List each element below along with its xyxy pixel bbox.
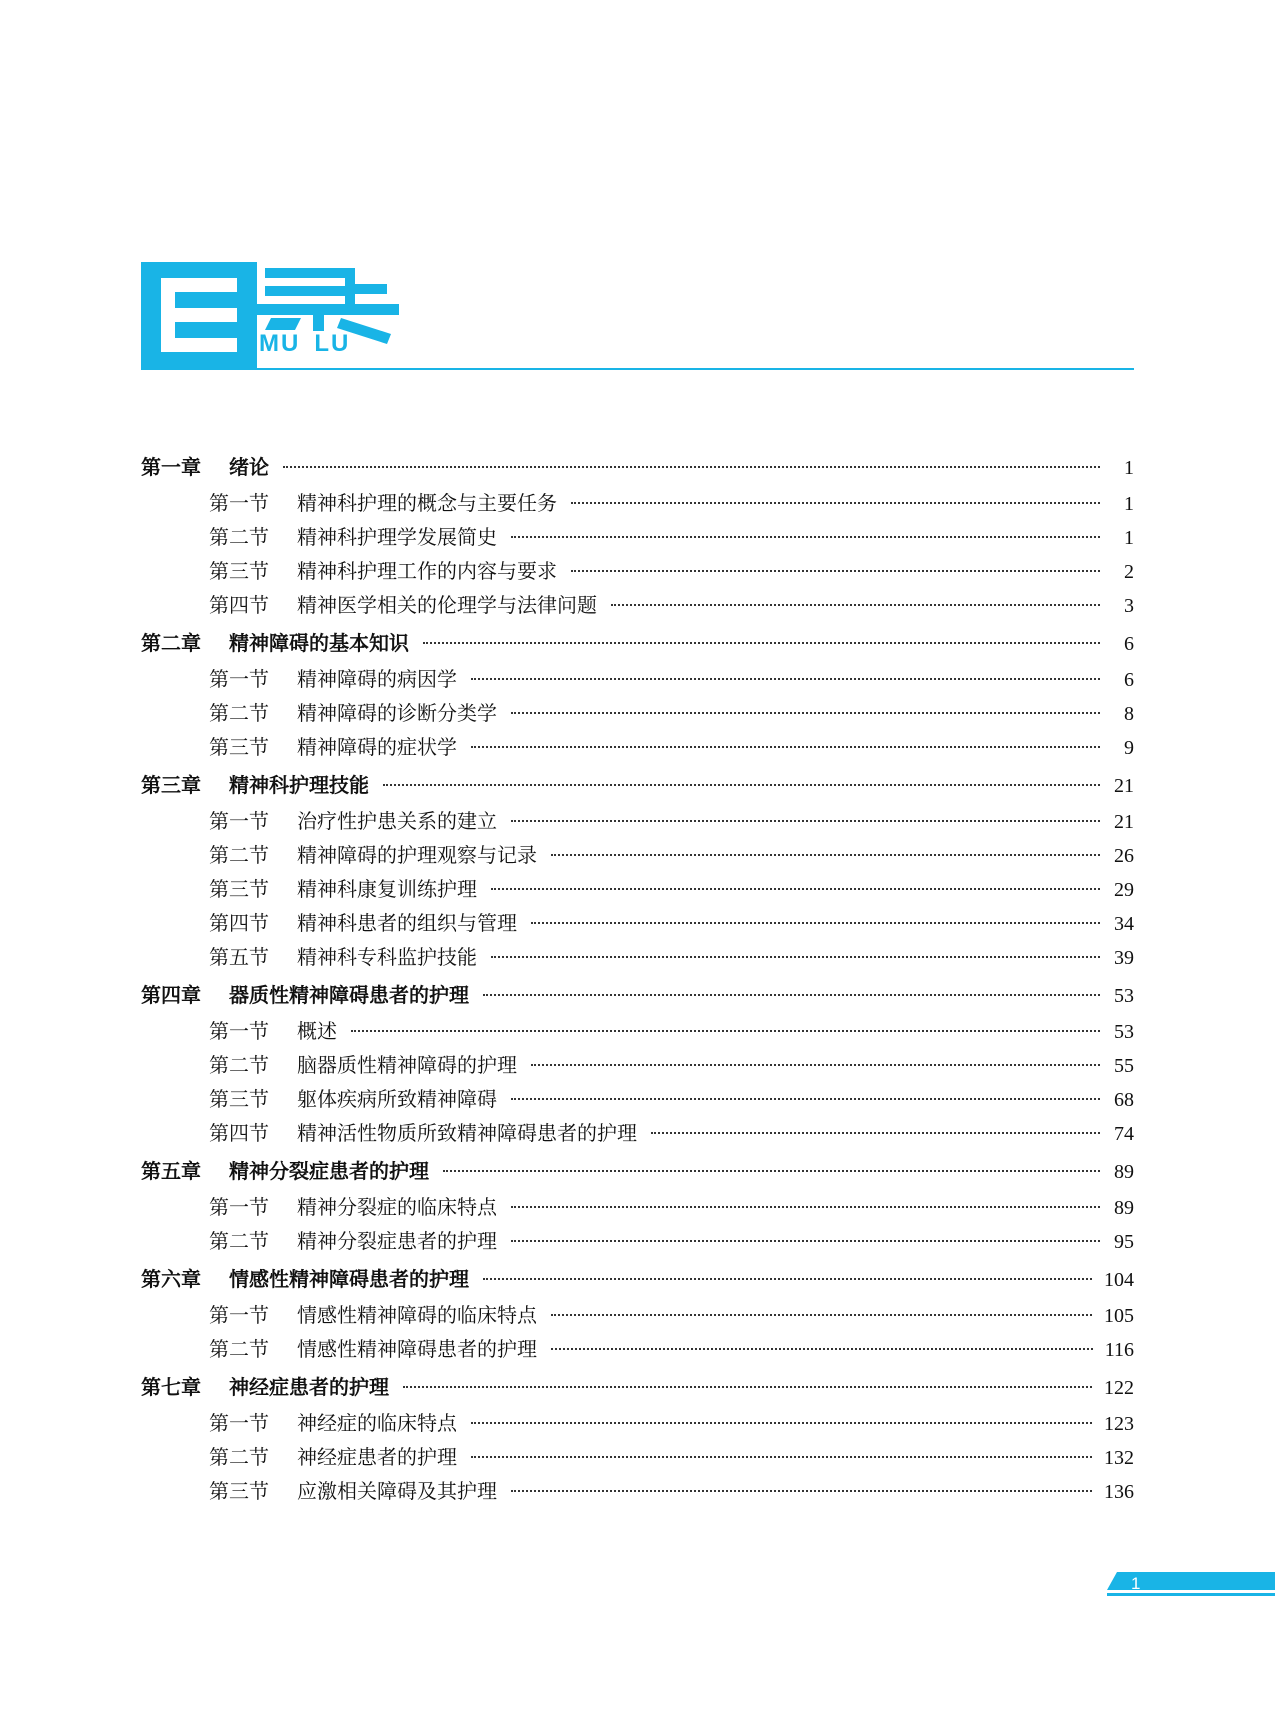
section-page-number: 105 — [1104, 1305, 1134, 1327]
toc-chapter-entry[interactable] — [141, 1260, 1134, 1298]
chapter-page-number: 53 — [1114, 985, 1134, 1007]
section-page-number: 2 — [1124, 561, 1134, 583]
section-number: 第三节 — [209, 1087, 269, 1111]
section-page-number: 21 — [1114, 811, 1134, 833]
dot-leader — [483, 1277, 1092, 1280]
section-number: 第二节 — [209, 843, 269, 867]
toc-section-entry[interactable] — [141, 804, 1134, 838]
section-page-number: 74 — [1114, 1123, 1134, 1145]
romanization-mu: MU — [259, 330, 301, 357]
section-number: 第三节 — [209, 1479, 269, 1503]
toc-chapter-entry[interactable] — [141, 1152, 1134, 1190]
section-title: 精神活性物质所致精神障碍患者的护理 — [297, 1121, 637, 1145]
romanization-lu: LU — [314, 330, 351, 357]
toc-section-entry[interactable] — [141, 872, 1134, 906]
footer-page-tab — [1107, 1572, 1275, 1598]
section-page-number: 8 — [1124, 703, 1134, 725]
toc-section-entry[interactable] — [141, 662, 1134, 696]
section-page-number: 89 — [1114, 1197, 1134, 1219]
section-title: 治疗性护患关系的建立 — [297, 809, 497, 833]
section-page-number: 116 — [1104, 1339, 1134, 1361]
section-number: 第一节 — [209, 667, 269, 691]
toc-section-entry[interactable] — [141, 1298, 1134, 1332]
section-number: 第一节 — [209, 1195, 269, 1219]
dot-leader — [471, 677, 1100, 680]
toc-section-entry[interactable] — [141, 1116, 1134, 1150]
section-title: 精神科专科监护技能 — [297, 945, 477, 969]
chapter-title: 精神科护理技能 — [229, 773, 369, 797]
chapter-title: 精神分裂症患者的护理 — [229, 1159, 429, 1183]
dot-leader — [531, 921, 1100, 924]
toc-section-entry[interactable] — [141, 520, 1134, 554]
dot-leader — [511, 711, 1100, 714]
toc-section-entry[interactable] — [141, 1082, 1134, 1116]
chapter-title: 神经症患者的护理 — [229, 1375, 389, 1399]
chapter-number: 第六章 — [141, 1267, 201, 1291]
dot-leader — [651, 1131, 1100, 1134]
section-title: 精神科患者的组织与管理 — [297, 911, 517, 935]
section-page-number: 6 — [1124, 669, 1134, 691]
section-number: 第一节 — [209, 491, 269, 515]
toc-section-entry[interactable] — [141, 906, 1134, 940]
logo-romanization — [259, 330, 350, 358]
section-page-number: 136 — [1104, 1481, 1134, 1503]
chapter-page-number: 104 — [1104, 1269, 1134, 1291]
toc-section-entry[interactable] — [141, 696, 1134, 730]
section-page-number: 26 — [1114, 845, 1134, 867]
section-number: 第二节 — [209, 1337, 269, 1361]
dot-leader — [551, 853, 1100, 856]
toc-section-entry[interactable] — [141, 1332, 1134, 1366]
dot-leader — [443, 1169, 1100, 1172]
section-page-number: 53 — [1114, 1021, 1134, 1043]
chapter-number: 第七章 — [141, 1375, 201, 1399]
chapter-title: 器质性精神障碍患者的护理 — [229, 983, 469, 1007]
section-title: 精神科护理的概念与主要任务 — [297, 491, 557, 515]
section-page-number: 34 — [1114, 913, 1134, 935]
chapter-number: 第三章 — [141, 773, 201, 797]
toc-section-entry[interactable] — [141, 1440, 1134, 1474]
dot-leader — [491, 887, 1100, 890]
section-title: 情感性精神障碍患者的护理 — [297, 1337, 537, 1361]
section-title: 情感性精神障碍的临床特点 — [297, 1303, 537, 1327]
toc-chapter-entry[interactable] — [141, 976, 1134, 1014]
section-title: 精神科护理工作的内容与要求 — [297, 559, 557, 583]
section-number: 第五节 — [209, 945, 269, 969]
table-of-contents — [141, 448, 1134, 1508]
section-page-number: 55 — [1114, 1055, 1134, 1077]
section-page-number: 68 — [1114, 1089, 1134, 1111]
dot-leader — [571, 569, 1100, 572]
dot-leader — [511, 1205, 1100, 1208]
chapter-title: 绪论 — [229, 455, 269, 479]
dot-leader — [511, 819, 1100, 822]
section-title: 概述 — [297, 1019, 337, 1043]
section-title: 神经症的临床特点 — [297, 1411, 457, 1435]
section-number: 第三节 — [209, 559, 269, 583]
section-title: 脑器质性精神障碍的护理 — [297, 1053, 517, 1077]
dot-leader — [511, 1489, 1092, 1492]
section-title: 躯体疾病所致精神障碍 — [297, 1087, 497, 1111]
section-page-number: 123 — [1104, 1413, 1134, 1435]
dot-leader — [383, 783, 1100, 786]
chapter-title: 情感性精神障碍患者的护理 — [229, 1267, 469, 1291]
section-page-number: 9 — [1124, 737, 1134, 759]
toc-section-entry[interactable] — [141, 1190, 1134, 1224]
dot-leader — [423, 641, 1100, 644]
section-title: 神经症患者的护理 — [297, 1445, 457, 1469]
chapter-page-number: 21 — [1114, 775, 1134, 797]
chapter-page-number: 122 — [1104, 1377, 1134, 1399]
section-title: 精神科康复训练护理 — [297, 877, 477, 901]
toc-section-entry[interactable] — [141, 1224, 1134, 1258]
dot-leader — [491, 955, 1100, 958]
section-title: 精神医学相关的伦理学与法律问题 — [297, 593, 597, 617]
toc-section-entry[interactable] — [141, 1048, 1134, 1082]
section-number: 第一节 — [209, 1411, 269, 1435]
dot-leader — [551, 1347, 1093, 1350]
section-page-number: 1 — [1124, 493, 1134, 515]
section-page-number: 1 — [1124, 527, 1134, 549]
dot-leader — [471, 1455, 1092, 1458]
section-number: 第二节 — [209, 525, 269, 549]
section-number: 第三节 — [209, 877, 269, 901]
toc-section-entry[interactable] — [141, 1474, 1134, 1508]
section-page-number: 95 — [1114, 1231, 1134, 1253]
chapter-number: 第一章 — [141, 455, 201, 479]
dot-leader — [611, 603, 1100, 606]
toc-section-entry[interactable] — [141, 588, 1134, 622]
section-number: 第一节 — [209, 1303, 269, 1327]
dot-leader — [551, 1313, 1092, 1316]
dot-leader — [511, 1239, 1100, 1242]
section-number: 第四节 — [209, 593, 269, 617]
section-number: 第二节 — [209, 701, 269, 725]
section-number: 第二节 — [209, 1229, 269, 1253]
chapter-title: 精神障碍的基本知识 — [229, 631, 409, 655]
section-page-number: 39 — [1114, 947, 1134, 969]
dot-leader — [471, 745, 1100, 748]
section-page-number: 3 — [1124, 595, 1134, 617]
dot-leader — [403, 1385, 1092, 1388]
chapter-number: 第二章 — [141, 631, 201, 655]
chapter-page-number: 89 — [1114, 1161, 1134, 1183]
toc-section-entry[interactable] — [141, 486, 1134, 520]
toc-chapter-entry[interactable] — [141, 1368, 1134, 1406]
chapter-page-number: 1 — [1124, 457, 1134, 479]
section-page-number: 29 — [1114, 879, 1134, 901]
toc-section-entry[interactable] — [141, 1014, 1134, 1048]
dot-leader — [531, 1063, 1100, 1066]
dot-leader — [283, 465, 1100, 468]
section-title: 精神分裂症患者的护理 — [297, 1229, 497, 1253]
toc-section-entry[interactable] — [141, 940, 1134, 974]
toc-chapter-entry[interactable] — [141, 448, 1134, 486]
toc-chapter-entry[interactable] — [141, 766, 1134, 804]
toc-logo — [141, 262, 399, 370]
section-title: 精神障碍的症状学 — [297, 735, 457, 759]
section-page-number: 132 — [1104, 1447, 1134, 1469]
section-number: 第三节 — [209, 735, 269, 759]
section-number: 第二节 — [209, 1445, 269, 1469]
dot-leader — [483, 993, 1100, 996]
section-title: 精神障碍的病因学 — [297, 667, 457, 691]
section-title: 应激相关障碍及其护理 — [297, 1479, 497, 1503]
section-number: 第一节 — [209, 809, 269, 833]
section-title: 精神障碍的诊断分类学 — [297, 701, 497, 725]
page-number: 1 — [1131, 1574, 1141, 1593]
section-title: 精神科护理学发展简史 — [297, 525, 497, 549]
section-number: 第四节 — [209, 911, 269, 935]
section-number: 第二节 — [209, 1053, 269, 1077]
toc-chapter-entry[interactable] — [141, 624, 1134, 662]
toc-section-entry[interactable] — [141, 554, 1134, 588]
section-number: 第一节 — [209, 1019, 269, 1043]
dot-leader — [571, 501, 1100, 504]
toc-section-entry[interactable] — [141, 730, 1134, 764]
section-title: 精神分裂症的临床特点 — [297, 1195, 497, 1219]
chapter-page-number: 6 — [1124, 633, 1134, 655]
chapter-number: 第四章 — [141, 983, 201, 1007]
dot-leader — [511, 535, 1100, 538]
section-number: 第四节 — [209, 1121, 269, 1145]
header-divider — [141, 368, 1134, 370]
dot-leader — [471, 1421, 1092, 1424]
dot-leader — [351, 1029, 1100, 1032]
section-title: 精神障碍的护理观察与记录 — [297, 843, 537, 867]
toc-section-entry[interactable] — [141, 1406, 1134, 1440]
toc-section-entry[interactable] — [141, 838, 1134, 872]
dot-leader — [511, 1097, 1100, 1100]
chapter-number: 第五章 — [141, 1159, 201, 1183]
